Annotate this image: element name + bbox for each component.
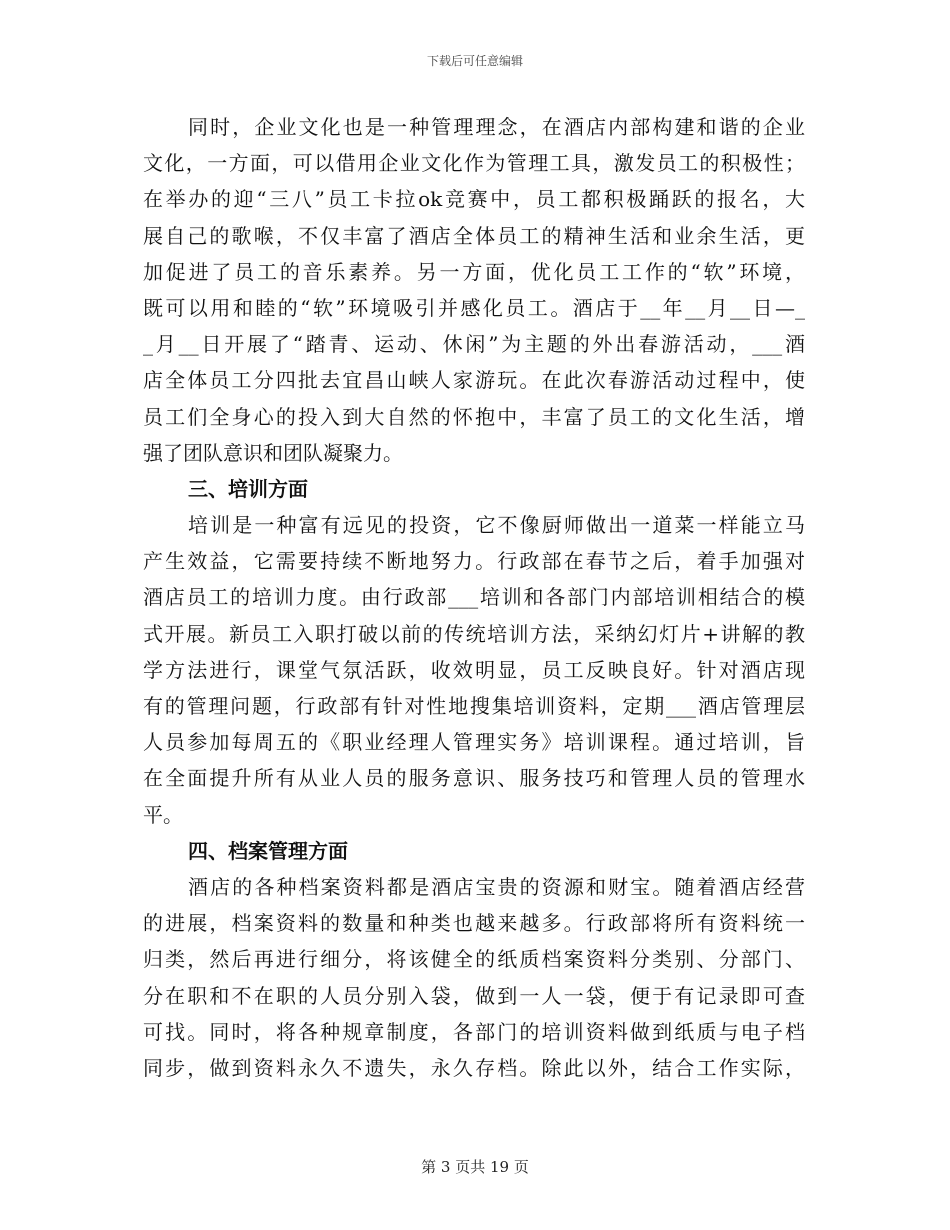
body-text-line: 店全体员工分四批去宜昌山峡人家游玩。在此次春游活动过程中，使: [143, 368, 805, 393]
body-text-line: 在举办的迎“三八”员工卡拉ok竞赛中，员工都积极踊跃的报名，大: [143, 187, 805, 212]
body-text-line: 的进展，档案资料的数量和种类也越来越多。行政部将所有资料统一: [143, 911, 805, 936]
body-text-line: 培训是一种富有远见的投资，它不像厨师做出一道菜一样能立马: [188, 513, 805, 538]
section-heading: 四、档案管理方面: [188, 838, 348, 863]
body-text-line: 酒店的各种档案资料都是酒店宝贵的资源和财宝。随着酒店经营: [188, 874, 805, 899]
body-text-line: 归类，然后再进行细分，将该健全的纸质档案资料分类别、分部门、: [143, 947, 805, 972]
body-text-line: 人员参加每周五的《职业经理人管理实务》培训课程。通过培训，旨: [143, 730, 805, 755]
body-text-line: 酒店员工的培训力度。由行政部___培训和各部门内部培训相结合的模: [143, 585, 805, 610]
body-text-line: 强了团队意识和团队凝聚力。: [143, 440, 403, 465]
body-text-line: 同步，做到资料永久不遗失，永久存档。除此以外，结合工作实际，: [143, 1055, 805, 1080]
body-text-line: 可找。同时，将各种规章制度，各部门的培训资料做到纸质与电子档: [143, 1019, 805, 1044]
section-heading: 三、培训方面: [188, 476, 308, 501]
body-text-line: 展自己的歌喉，不仅丰富了酒店全体员工的精神生活和业余生活，更: [143, 223, 805, 248]
body-text-line: 学方法进行，课堂气氛活跃，收效明显，员工反映良好。针对酒店现: [143, 657, 805, 682]
body-text-line: 员工们全身心的投入到大自然的怀抱中，丰富了员工的文化生活，增: [143, 404, 805, 429]
body-text-line: 同时，企业文化也是一种管理理念，在酒店内部构建和谐的企业: [188, 115, 805, 139]
body-text-line: 加促进了员工的音乐素养。另一方面，优化员工工作的“软”环境，: [143, 259, 805, 284]
page-footer: 第 3 页共 19 页: [421, 1158, 529, 1176]
body-text-line: 文化，一方面，可以借用企业文化作为管理工具，激发员工的积极性；: [143, 151, 805, 176]
body-text-line: 式开展。新员工入职打破以前的传统培训方法，采纳幻灯片+讲解的教: [143, 621, 805, 646]
page-header: 下载后可任意编辑: [426, 54, 523, 68]
body-text-line: 有的管理问题，行政部有针对性地搜集培训资料，定期___酒店管理层: [143, 694, 805, 718]
body-text-line: 分在职和不在职的人员分别入袋，做到一人一袋，便于有记录即可查: [143, 983, 805, 1008]
body-text-line: 产生效益，它需要持续不断地努力。行政部在春节之后，着手加强对: [143, 549, 805, 574]
body-text-line: 平。: [143, 802, 183, 827]
body-text-line: 既可以用和睦的“软”环境吸引并感化员工。酒店于__年__月__日—_: [143, 295, 805, 320]
body-text-line: _月__日开展了“踏青、运动、休闲”为主题的外出春游活动，___酒: [143, 332, 805, 357]
document-body: [143, 109, 805, 1086]
body-text-line: 在全面提升所有从业人员的服务意识、服务技巧和管理人员的管理水: [143, 766, 805, 791]
